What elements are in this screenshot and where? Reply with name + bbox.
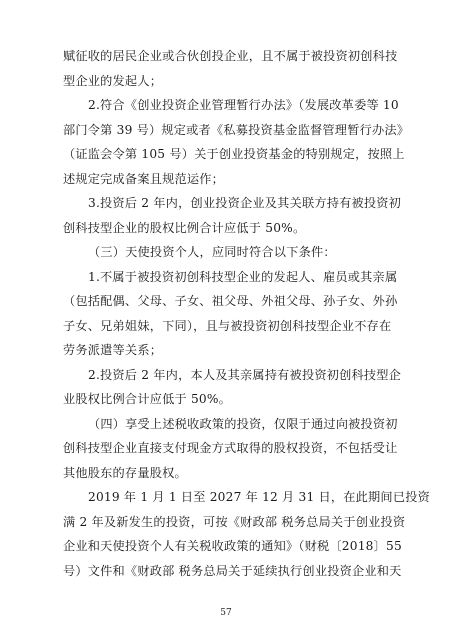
- page-number: 57: [220, 608, 232, 618]
- text-line: （三）天使投资个人，应同时符合以下条件：: [88, 245, 336, 259]
- text-line: 号）文件和《财政部 税务总局关于延续执行创业投资企业和天: [63, 563, 402, 578]
- text-line: 劳务派遣等关系；: [63, 343, 163, 357]
- text-line: 2.投资后 2 年内，本人及其亲属持有被投资初创科技型企: [88, 367, 402, 382]
- text-line: 2.符合《创业投资企业管理暂行办法》（发展改革委等 10: [88, 98, 399, 112]
- text-line: 部门令第 39 号）规定或者《私募投资基金监督管理暂行办法》: [63, 122, 410, 137]
- text-line: （包括配偶、父母、子女、祖父母、外祖父母、孙子女、外孙: [63, 294, 398, 308]
- text-line: 述规定完成备案且规范运作；: [63, 171, 225, 186]
- text-line: 3.投资后 2 年内，创业投资企业及其关联方持有被投资初: [88, 196, 402, 210]
- text-line: 满 2 年及新发生的投资，可按《财政部 税务总局关于创业投资: [63, 514, 406, 529]
- text-line: 其他股东的存量股权。: [63, 465, 187, 480]
- text-line: 赋征收的居民企业或合伙创投企业，且不属于被投资初创科技: [63, 49, 398, 63]
- text-line: 1.不属于被投资初创科技型企业的发起人、雇员或其亲属: [88, 269, 398, 284]
- text-line: 创科技型企业的股权比例合计应低于 50%。: [63, 220, 306, 235]
- text-line: （证监会令第 105 号）关于创业投资基金的特别规定，按照上: [63, 147, 405, 161]
- text-line: 型企业的发起人；: [63, 73, 163, 88]
- text-line: 2019 年 1 月 1 日至 2027 年 12 月 31 日，在此期间已投资: [88, 490, 430, 504]
- text-line: （四）享受上述税收政策的投资，仅限于通过向被投资初: [88, 416, 398, 431]
- text-line: 创科技型企业直接支付现金方式取得的股权投资，不包括受让: [63, 441, 398, 455]
- text-line: 企业和天使投资个人有关税收政策的通知》（财税〔2018〕55: [63, 539, 402, 553]
- text-line: 子女、兄弟姐妹，下同），且与被投资初创科技型企业不存在: [63, 318, 392, 333]
- text-line: 业股权比例合计应低于 50%。: [63, 392, 232, 406]
